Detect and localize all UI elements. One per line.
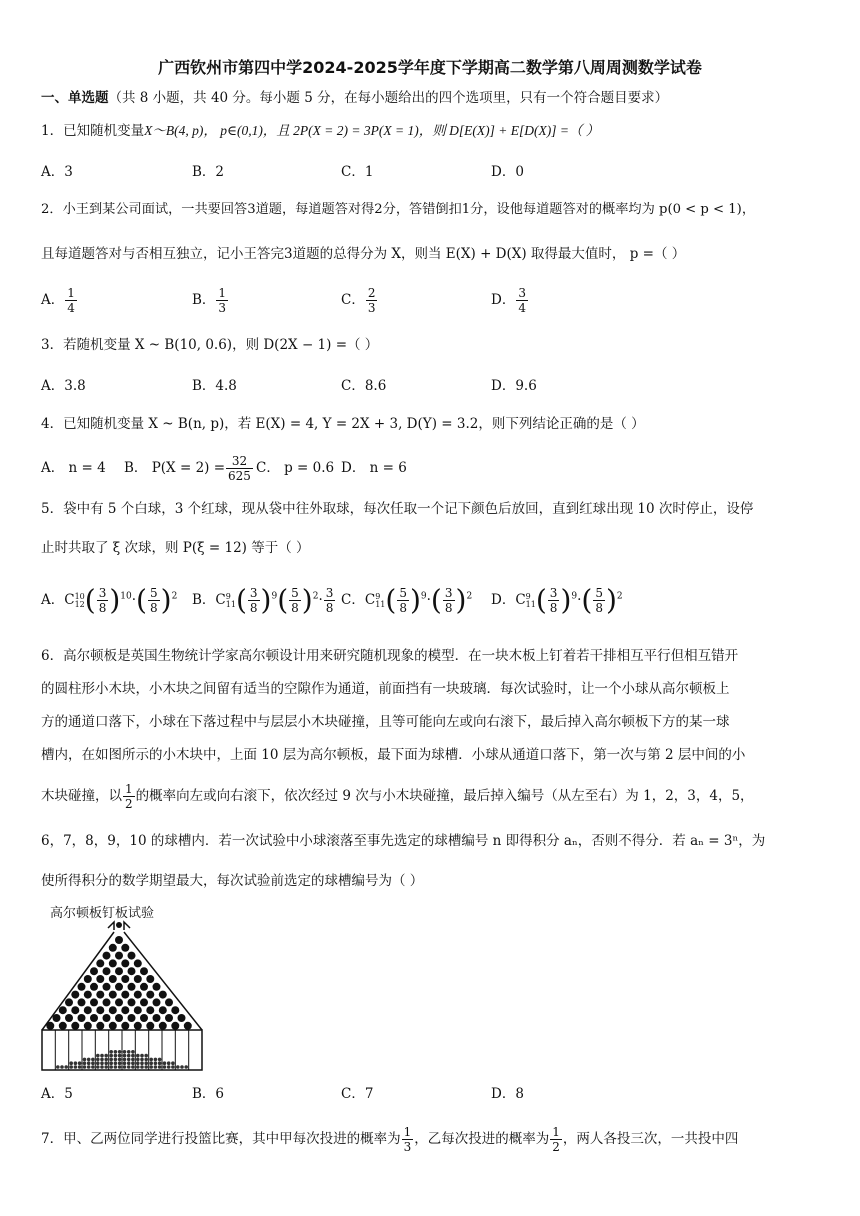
q5-a-exp1: 10 xyxy=(120,591,132,602)
q5-b-comb: C xyxy=(215,592,226,608)
q5-b-f2-num: 5 xyxy=(291,586,299,600)
q5-d-comb-top: 9 xyxy=(525,591,531,601)
question-6-line-4: 槽内，在如图所示的小木块中，上面 10 层为高尔顿板，最下面为球槽．小球从通道口落下，第一次与第 2 层中间的小 xyxy=(41,747,746,763)
question-1 xyxy=(41,121,599,141)
section-header xyxy=(41,88,668,108)
question-1-expr: X～B(4, p)， p∈(0,1)，且 2P(X = 2) = 3P(X = 1)，则 D[E(X)] + E[D(X)] =（ ） xyxy=(144,123,600,138)
q5-a-comb: C xyxy=(64,592,75,608)
q5-b-comb-top: 9 xyxy=(225,591,231,601)
q5-d-exp2: 2 xyxy=(616,591,623,602)
q2-option-a-label: A． xyxy=(41,292,65,308)
q5-d-f1-den: 8 xyxy=(549,601,558,615)
question-6-line-6: 6，7，8，9，10 的球槽内．若一次试验中小球滚落至事先选定的球槽编号 n 即得积分 aₙ，否则不得分．若 aₙ = 3ⁿ，为 xyxy=(41,833,766,849)
q5-d-exp1: 9 xyxy=(571,591,578,602)
q5-b-f3-den: 8 xyxy=(325,601,334,615)
q7-p1-den: 3 xyxy=(403,1140,412,1154)
question-1-stem: 1．已知随机变量 xyxy=(41,123,145,139)
q7-p1-num: 1 xyxy=(403,1125,412,1139)
q5-option-a[interactable]: A．C 10 12 ( $\frac{3}{8}$ )$^{10}$·( $\frac{5}{8}$ )$^2$ xyxy=(41,583,178,617)
section-name: 一、单选题 xyxy=(41,90,109,106)
q1-option-c[interactable]: C．1 xyxy=(341,164,374,180)
q2-c-den: 3 xyxy=(367,301,376,315)
q3-option-b[interactable]: B．4.8 xyxy=(192,378,237,394)
question-7-part-3: ，两人各投三次，一共投中四 xyxy=(562,1131,739,1147)
q5-a-exp2: 2 xyxy=(171,591,178,602)
q5-option-a-label: A． xyxy=(41,592,65,608)
question-7-part-1: 7．甲、乙两位同学进行投篮比赛，其中甲每次投进的概率为 xyxy=(41,1131,401,1147)
q5-a-f2-den: 8 xyxy=(149,601,158,615)
section-note: （共 8 小题，共 40 分。每小题 5 分，在每小题给出的四个选项里，只有一个符合题目要求） xyxy=(108,90,669,106)
q2-option-c-label: C． xyxy=(341,292,365,308)
question-4: 4．已知随机变量 X ~ B(n, p)，若 E(X) = 4, Y = 2X + 3, D(Y) = 3.2，则下列结论正确的是（ ） xyxy=(41,416,645,432)
question-3: 3．若随机变量 X ~ B(10, 0.6)，则 D(2X − 1) =（ ） xyxy=(41,337,379,353)
q1-option-a[interactable]: A．3 xyxy=(41,164,73,180)
q2-a-num: 1 xyxy=(67,286,75,300)
question-6-line-2: 的圆柱形小木块，小木块之间留有适当的空隙作为通道，前面挡有一块玻璃．每次试验时，让一个小球从高尔顿板上 xyxy=(41,681,730,697)
q5-b-comb-bottom: 11 xyxy=(225,599,236,609)
q5-a-f1-num: 3 xyxy=(98,586,107,600)
q6-option-d[interactable]: D．8 xyxy=(491,1086,524,1102)
q5-a-comb-bottom: 12 xyxy=(74,599,85,609)
q5-d-f2-den: 8 xyxy=(595,601,603,615)
q5-b-exp1: 9 xyxy=(271,591,278,602)
question-6-line-1: 6．高尔顿板是英国生物统计学家高尔顿设计用来研究随机现象的模型．在一块木板上钉着若干排相互平行但相互错开 xyxy=(41,648,739,664)
question-6-line-5-end: 的概率向左或向右滚下，依次经过 9 次与小木块碰撞，最后掉入编号（从左至右）为 1，2，3，4，5， xyxy=(135,788,754,804)
q2-option-c[interactable] xyxy=(341,286,378,315)
q3-option-c[interactable]: C．8.6 xyxy=(341,378,387,394)
q1-option-d[interactable]: D．0 xyxy=(491,164,524,180)
q2-b-num: 1 xyxy=(218,286,227,300)
q2-option-d-label: D． xyxy=(491,292,516,308)
q5-a-comb-top: 10 xyxy=(74,591,85,601)
q1-option-b[interactable]: B．2 xyxy=(192,164,225,180)
q5-c-f1-num: 5 xyxy=(399,586,407,600)
question-5-line-1: 5．袋中有 5 个白球，3 个红球，现从袋中往外取球，每次任取一个记下颜色后放回，直到红球出现 10 次时停止，设停 xyxy=(41,501,754,517)
q5-b-f1-num: 3 xyxy=(249,586,258,600)
q5-a-f2-num: 5 xyxy=(149,586,158,600)
q4-option-b-label: B． P(X = 2) = xyxy=(124,460,226,476)
q5-b-f1-den: 8 xyxy=(249,601,258,615)
q7-p2-den: 2 xyxy=(552,1140,560,1154)
q6-option-a[interactable]: A．5 xyxy=(41,1086,73,1102)
q4-option-b[interactable] xyxy=(124,454,254,483)
q6-half-den: 2 xyxy=(125,797,133,811)
q5-c-comb-bottom: 11 xyxy=(375,599,386,609)
q2-c-num: 2 xyxy=(367,286,376,300)
q5-d-f2-num: 5 xyxy=(595,586,603,600)
question-5-line-2: 止时共取了 ξ 次球，则 P(ξ = 12) 等于（ ） xyxy=(41,540,310,556)
q5-c-comb-top: 9 xyxy=(375,591,381,601)
q2-option-b-label: B． xyxy=(192,292,216,308)
q5-c-comb: C xyxy=(364,592,376,608)
question-2-line-1: 2．小王到某公司面试，一共要回答3道题，每道题答对得2分，答错倒扣1分，设他每道题答对的概率均为 p(0 < p < 1)， xyxy=(41,202,756,217)
q7-p2-num: 1 xyxy=(552,1125,560,1139)
q5-option-b-label: B． xyxy=(192,592,216,608)
q5-a-f1-den: 8 xyxy=(98,601,107,615)
q4-option-d[interactable]: D． n = 6 xyxy=(341,460,407,476)
question-6-line-5 xyxy=(41,782,754,811)
question-6-line-7: 使所得积分的数学期望最大，每次试验前选定的球槽编号为（ ） xyxy=(41,873,424,889)
q6-half-num: 1 xyxy=(125,782,133,796)
q2-d-den: 4 xyxy=(518,301,526,315)
q5-d-comb: C xyxy=(515,592,526,608)
q5-option-d[interactable]: D．C 9 11 ( $\frac{3}{8}$ )$^9$·( $\frac{5}{8}$ )$^2$ xyxy=(491,583,623,617)
q3-option-d[interactable]: D．9.6 xyxy=(491,378,537,394)
q5-option-c[interactable]: C．C 9 11 ( $\frac{5}{8}$ )$^9$·( $\frac{3}{8}$ )$^2$ xyxy=(341,583,473,617)
q5-c-f1-den: 8 xyxy=(399,601,407,615)
question-2-line-2: 且每道题答对与否相互独立，记小王答完3道题的总得分为 X，则当 E(X) + D(X) 取得最大值时， p =（ ） xyxy=(41,246,686,262)
q3-option-a[interactable]: A．3.8 xyxy=(41,378,86,394)
question-6-line-5-start: 木块碰撞，以 xyxy=(41,788,122,804)
q5-option-d-label: D． xyxy=(491,592,516,608)
q5-c-exp2: 2 xyxy=(466,591,473,602)
q5-b-f2-den: 8 xyxy=(291,601,299,615)
galton-figure-title: 高尔顿板钉板试验 xyxy=(50,906,155,921)
q6-option-c[interactable]: C．7 xyxy=(341,1086,374,1102)
question-7-part-2: ，乙每次投进的概率为 xyxy=(414,1131,550,1147)
q6-option-b[interactable]: B．6 xyxy=(192,1086,225,1102)
q5-option-b[interactable]: B．C 9 11 ( $\frac{3}{8}$ )$^9$( $\frac{5}{8}$ )$^2$· $\frac{3}{8}$ xyxy=(192,583,334,617)
q2-b-den: 3 xyxy=(218,301,227,315)
q2-option-d[interactable] xyxy=(491,286,529,315)
q5-b-f3-num: 3 xyxy=(325,586,334,600)
q5-d-comb-bottom: 11 xyxy=(525,599,536,609)
q4-option-c[interactable]: C． p = 0.6 xyxy=(256,460,335,476)
q2-option-a[interactable] xyxy=(41,286,78,315)
q4-option-a[interactable]: A． n = 4 xyxy=(41,460,106,476)
q5-c-exp1: 9 xyxy=(420,591,427,602)
q5-c-f2-den: 8 xyxy=(444,601,453,615)
question-7 xyxy=(41,1125,738,1154)
question-6-line-3: 方的通道口落下，小球在下落过程中与层层小木块碰撞，且等可能向左或向右滚下，最后掉入高尔顿板下方的某一球 xyxy=(41,714,730,730)
q5-c-f2-num: 3 xyxy=(444,586,453,600)
q5-option-c-label: C． xyxy=(341,592,365,608)
q2-a-den: 4 xyxy=(67,301,75,315)
q4-b-den: 625 xyxy=(228,469,251,483)
page-title: 广西钦州市第四中学2024-2025学年度下学期高二数学第八周周测数学试卷 xyxy=(158,58,702,77)
q2-d-num: 3 xyxy=(518,286,526,300)
q5-d-f1-num: 3 xyxy=(549,586,558,600)
galton-board-figure xyxy=(40,920,204,1075)
q4-b-num: 32 xyxy=(226,454,253,469)
q2-option-b[interactable] xyxy=(192,286,229,315)
q5-b-exp2: 2 xyxy=(312,591,319,602)
